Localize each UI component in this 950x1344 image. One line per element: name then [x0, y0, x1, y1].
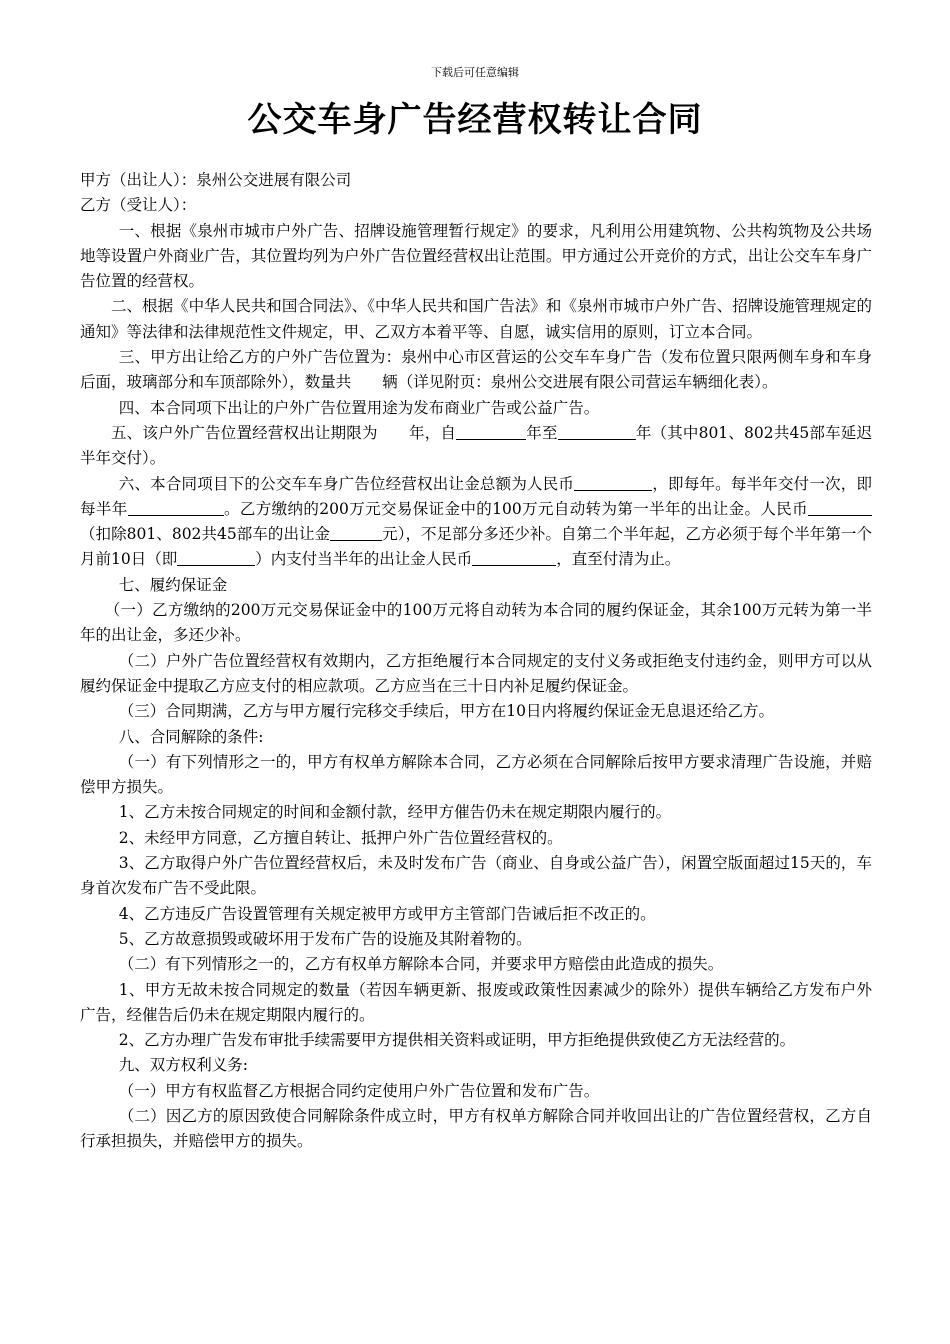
clause-6-part-a: 六、本合同项目下的公交车车身广告位经营权出让金总额为人民币 — [118, 474, 575, 493]
section-8-heading: 八、合同解除的条件: — [118, 727, 264, 746]
section-8-item-1-2: 2、未经甲方同意，乙方擅自转让、抵押户外广告位置经营权的。 — [118, 828, 563, 847]
clause-2: 二、根据《中华人民共和国合同法》、《中华人民共和国广告法》和《泉州市城市户外广告、招牌设施管理规定的通知》等法律和法律规范性文件规定，甲、乙双方本着平等、自愿，诚实信用的原则，订立本合同。 — [80, 297, 872, 341]
section-8-item-2: （二）有下列情形之一的，乙方有权单方解除本合同，并要求甲方赔偿由此造成的损失。 — [118, 955, 724, 974]
blank-half-year-amount — [128, 499, 224, 516]
section-8-item-1-1: 1、乙方未按合同规定的时间和金额付款，经甲方催告仍未在规定期限内履行的。 — [118, 803, 672, 822]
blank-deduct-amount — [330, 525, 382, 542]
clause-5-part-c: 年（其中801、802共45部车延迟半年交付）。 — [80, 423, 872, 468]
blank-end-year — [558, 423, 636, 440]
clause-6-part-f: ）内支付当半年的出让金人民币 — [255, 550, 473, 569]
clause-1: 一、根据《泉州市城市户外广告、招牌设施管理暂行规定》的要求，凡利用公用建筑物、公共构筑物及公共场地等设置户外商业广告，其位置均列为户外广告位置经营权出让范围。甲方通过公开竞价的方式，出让公交车车身广告位置的经营权。 — [80, 221, 872, 291]
section-8-item-2-1: 1、甲方无故未按合同规定的数量（若因车辆更新、报废或政策性因素减少的除外）提供车辆给乙方发布户外广告，经催告后仍未在规定期限内履行的。 — [80, 980, 872, 1024]
blank-start-year — [456, 423, 526, 440]
party-a-line: 甲方（出让人）：泉州公交进展有限公司 — [80, 171, 352, 189]
clause-6-part-g: ，直至付清为止。 — [556, 550, 681, 569]
section-8-item-1-4: 4、乙方违反广告设置管理有关规定被甲方或甲方主管部门告诫后拒不改正的。 — [118, 904, 656, 923]
section-7-heading: 七、履约保证金 — [118, 575, 228, 594]
section-9-item-2: （二）因乙方的原因致使合同解除条件成立时，甲方有权单方解除合同并收回出让的广告位置经营权，乙方自行承担损失，并赔偿甲方的损失。 — [80, 1106, 872, 1151]
section-8-item-1-3: 3、乙方取得户外广告位置经营权后，未及时发布广告（商业、自身或公益广告），闲置空版面超过15天的，车身首次发布广告不受此限。 — [80, 854, 872, 898]
section-7-item-2: （二）户外广告位置经营权有效期内，乙方拒绝履行本合同规定的支付义务或拒绝支付违约金，则甲方可以从履约保证金中提取乙方应支付的相应款项。乙方应当在三十日内补足履约保证金。 — [80, 651, 872, 695]
section-8-item-1: （一）有下列情形之一的，甲方有权单方解除本合同，乙方必须在合同解除后按甲方要求清理广告设施，并赔偿甲方损失。 — [80, 752, 872, 797]
section-8-item-2-2: 2、乙方办理广告发布审批手续需要甲方提供相关资料或证明，甲方拒绝提供致使乙方无法经营的。 — [118, 1031, 796, 1050]
contract-body — [80, 168, 872, 1155]
blank-total-amount — [574, 474, 652, 491]
clause-3: 三、甲方出让给乙方的户外广告位置为：泉州中心市区营运的公交车车身广告（发布位置只限两侧车身和车身后面，玻璃部分和车顶部除外），数量共 辆（详见附页：泉州公交进展有限公司营运车辆细化表）。 — [80, 348, 872, 392]
header-note: 下载后可任意编辑 — [431, 66, 519, 79]
clause-6-part-c: 。乙方缴纳的200万元交易保证金中的100万元自动转为第一半年的出让金。人民币 — [223, 499, 808, 518]
clause-5-part-b: 年至 — [526, 423, 558, 442]
document-title: 公交车身广告经营权转让合同 — [247, 100, 703, 140]
section-7-item-1: （一）乙方缴纳的200万元交易保证金中的100万元将自动转为本合同的履约保证金，其余100万元转为第一半年的出让金，多还少补。 — [80, 601, 872, 645]
clause-5-part-a: 五、该户外广告位置经营权出让期限为 年，自 — [111, 423, 457, 442]
section-7-item-3: （三）合同期满，乙方与甲方履行完移交手续后，甲方在10日内将履约保证金无息退还给乙方。 — [118, 702, 774, 721]
clause-6-part-b: ，即每年。每半年交付一次，即每半年 — [80, 474, 872, 518]
blank-rmb-amount — [808, 499, 872, 516]
clause-6-part-d: （扣除801、802共45部车的出让金 — [80, 525, 331, 544]
section-9-heading: 九、双方权利义务: — [118, 1056, 248, 1075]
section-9-item-1: （一）甲方有权监督乙方根据合同约定使用户外广告位置和发布广告。 — [118, 1081, 600, 1100]
clause-4: 四、本合同项下出让的户外广告位置用途为发布商业广告或公益广告。 — [118, 398, 600, 417]
clause-5 — [80, 421, 872, 472]
party-b-line: 乙方（受让人）： — [80, 196, 197, 215]
section-8-item-1-5: 5、乙方故意损毁或破坏用于发布广告的设施及其附着物的。 — [118, 929, 532, 948]
clause-6 — [80, 472, 872, 573]
blank-payment-date — [177, 550, 255, 567]
blank-half-year-payment — [472, 550, 556, 567]
clause-6-part-e: 元），不足部分多还少补。自第二个半年起，乙方必须于每个半年第一个月前10日（即 — [80, 525, 872, 569]
